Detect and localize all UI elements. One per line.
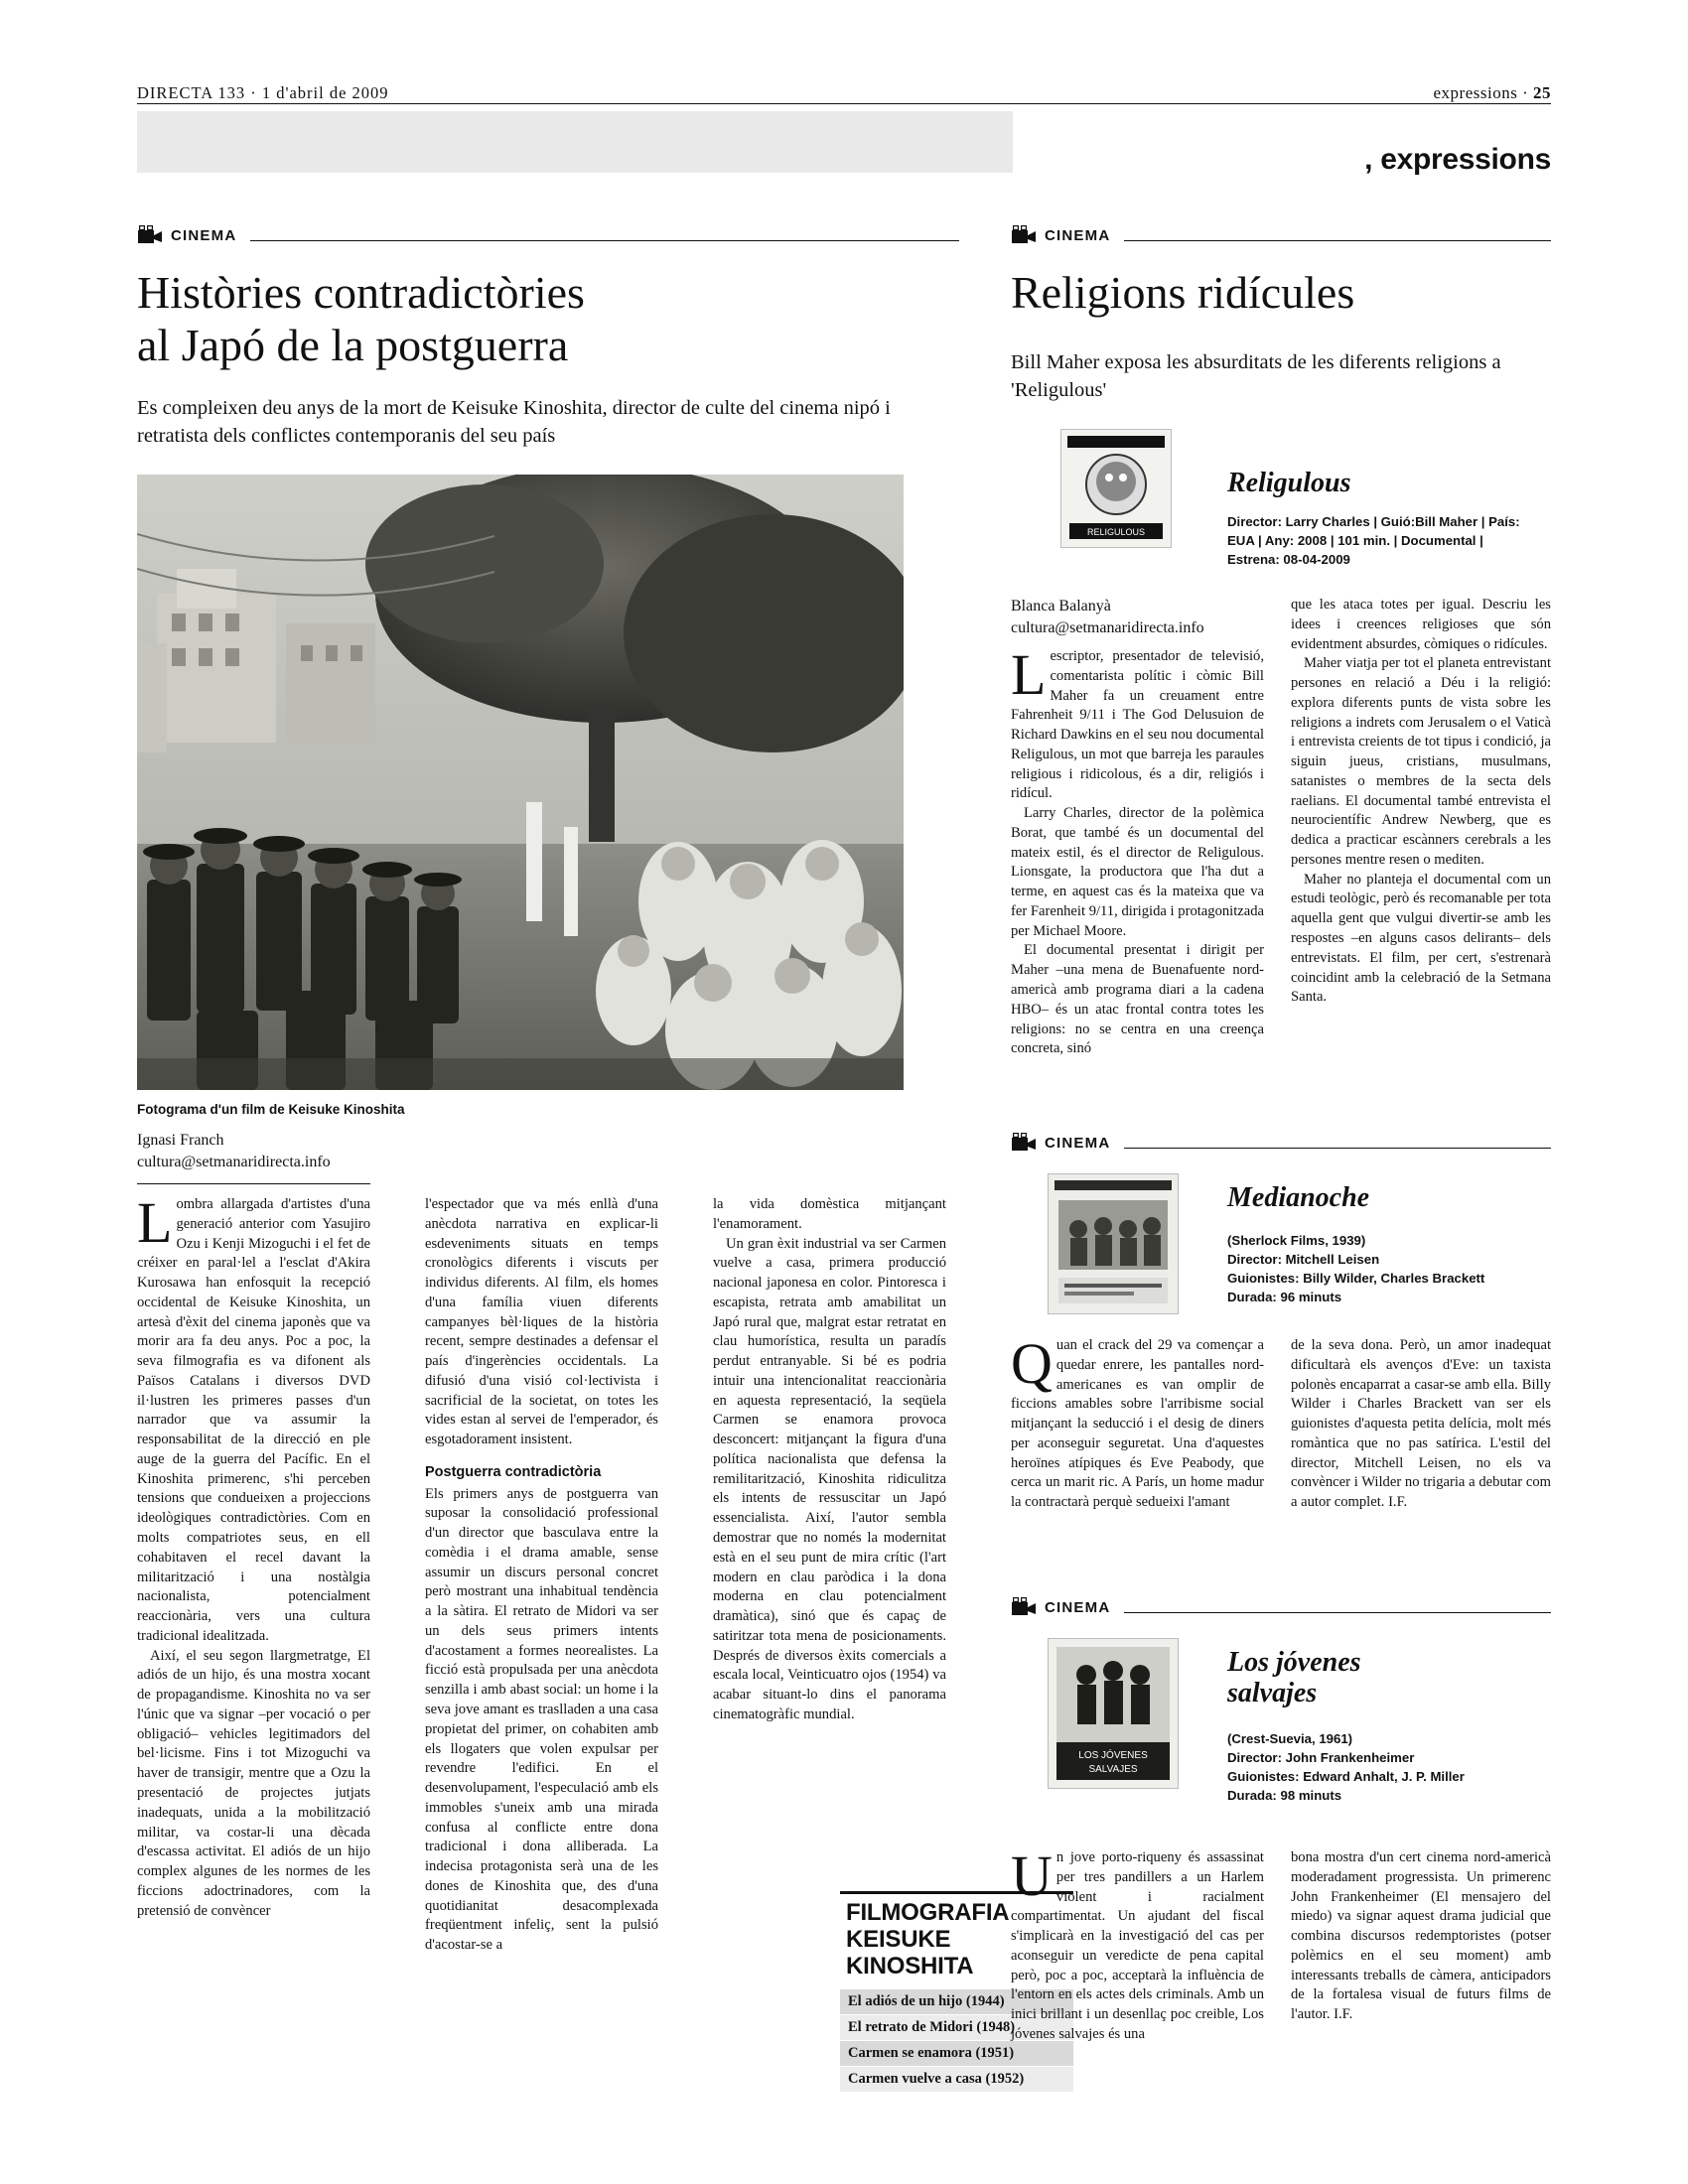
right-col-1 [1011,642,1264,1059]
film-camera-icon [137,224,163,246]
paragraph: l'espectador que va més enllà d'una anècdota narrativa en explicar-li esdeveniments situats en temps cronològics diferents i viscuts per individus diferents. Al film, els homes d'una família viuen diferents campanyes bèl·liques de la història recent, sempre destinades a defensar el país d'ingerències occidentals. La difusió d'una visió col·lectivista i sacrificial de la societat, on totes les vides estan al servei de l'emperador, és esgotadorament insistent. [425,1196,658,1448]
jovenes-meta: (Crest-Suevia, 1961) Director: John Frankenheimer Guionistes: Edward Anhalt, J. P. Miller Durada: 98 minuts [1227,1731,1465,1804]
left-col-2 [425,1195,658,1956]
filmbox-title: FILMOGRAFIA KEISUKE KINOSHITA [846,1899,1010,1979]
left-headline: Històries contradictòries al Japó de la postguerra [137,267,585,371]
dropcap-U: U [1011,1843,1053,1908]
paragraph: que les ataca totes per igual. Descriu les idees i creences religioses que són evidentment absurdes, còmiques o ridícules. [1291,597,1551,652]
right-headline: Religions ridícules [1011,267,1355,318]
poster-image [1061,430,1171,547]
medianoche-poster [1048,1173,1179,1314]
page-number: 25 [1533,83,1551,102]
svg-text:LOS JÓVENES: LOS JÓVENES [1078,1750,1148,1761]
right-byline [1011,596,1259,638]
list-item: Carmen vuelve a casa (1952) [840,2066,1073,2092]
kicker-rule [1124,240,1551,241]
paragraph: Larry Charles, director de la polèmica Borat, que també és un documental del mateix estil, és el director de Religulous. Lionsgate, la productora que l'ha dut a terme, en aquest cas és la mateixa que va fer Farenheit 9/11, dirigida i protagonitzada per Michael Moore. [1011,805,1264,939]
poster-image [1049,1639,1178,1788]
left-byline [137,1130,365,1172]
masthead-rule [137,103,1551,104]
dropcap-Q: Q [1011,1331,1053,1396]
kicker-cinema-left [137,224,959,246]
kicker-label: CINEMA [1045,226,1111,244]
paragraph: Quan el crack del 29 va començar a quedar enrere, les pantalles nord-americanes es van omplir de ficcions amables sobre l'arribisme social mitjançant la seducció i el desig de diners per aconseguir seguretat. Una d'aquestes heroïnes atípiques és Eve Peabody, que cerca un marit ric. A París, un home madur la contractarà perquè sedueixi l'amant [1011,1331,1264,1511]
kicker-cinema-jovenes [1011,1596,1551,1618]
paragraph: bona mostra d'un cert cinema nord-americà moderadament progressista. Un primerenc John Frankenheimer (El mensajero del miedo) va signar aquest drama judicial que combina discursos redemptoristes (potser polèmics en el seu moment) amb interessants treballs de càmera, anticipadors de la fortalesa visual de futurs films de l'autor. I.F. [1291,1849,1551,2023]
masthead [137,83,1551,103]
medianoche-meta: (Sherlock Films, 1939) Director: Mitchell Leisen Guionistes: Billy Wilder, Charles Brackett Durada: 96 minuts [1227,1233,1485,1305]
byline-author: Ignasi Franch [137,1132,224,1149]
byline-email[interactable]: cultura@setmanaridirecta.info [137,1153,331,1170]
medianoche-title: Medianoche [1227,1182,1370,1213]
film-camera-icon [1011,1596,1037,1618]
kicker-rule [1124,1148,1551,1149]
poster-image [1049,1174,1178,1313]
list-item: Carmen se enamora (1951) [840,2040,1073,2066]
kicker-label: CINEMA [171,226,237,244]
masthead-section: expressions · 25 [1433,83,1551,102]
jovenes-col-2 [1291,1848,1551,2025]
medianoche-col-1 [1011,1331,1264,1513]
section-banner-title: , expressions [1364,143,1551,176]
jovenes-poster [1048,1638,1179,1789]
paragraph: Un gran èxit industrial va ser Carmen vuelve a casa, primera producció nacional japonesa en color. Pintoresca i escapista, retrata amb amabilitat un Japó rural que, malgrat estar retratat en clau humorística, resulta un paradís perdut entranyable. Si bé es podria intuir una intencionalitat reaccionària en aquesta representació, la seqüela Carmen se enamora provoca desconcert: mitjançant la figura d'una política nacionalista que defensa la remilitarització, Kinoshita ridiculitza els intents de ressuscitar un Japó essencialista. Així, l'autor sembla demostrar que no només la modernitat està en el seu punt de mira crític (l'art modern en clau paròdica i la dona moderna en clau potencialment dramàtica), sinó que és capaç de satiritzar tota mena de posicionaments. Després de diversos èxits comercials a escala local, Veinticuatro ojos (1954) va acabar situant-lo dins el panorama cinematogràfic mundial. [713,1235,946,1722]
kicker-rule [1124,1612,1551,1613]
religulous-meta: Director: Larry Charles | Guió:Bill Maher | País: EUA | Any: 2008 | 101 min. | Documental | Estrena: 08-04-2009 [1227,514,1520,568]
svg-text:SALVAJES: SALVAJES [1088,1764,1138,1775]
paragraph: Així, el seu segon llargmetratge, El adiós de un hijo, és una mostra xocant de propagandisme. Kinoshita no va ser l'únic que va signar –per vocació o per obligació– vehicles legitimadors del bel·licisme. Fins i tot Mizoguchi va haver de transigir, mentre que a Ozu la presentació de projectes jutjats inadequats, unida a la mobilització militar, va costar-li una dècada d'escassa activitat. El adiós de un hijo complex algunes de les normes de les ficcions adoctrinadores, com la pretensió de convèncer [137,1647,370,1919]
paragraph: Els primers anys de postguerra van suposar la consolidació professional d'un director que basculava entre la comèdia i el drama amable, sense assumir un discurs personal concret però mostrant una inhabitual tendència a la sàtira. El retrato de Midori va ser un dels seus primers intents d'acostament a formes neorealistes. La ficció està propulsada per una anècdota senzilla i amb abast social: un home i la seva jove amant es traslladen a una casa propietat del primer, on cohabiten amb els llogaters que volen expulsar per revendre l'edifici. En el desenvolupament, l'especulació amb els immobles s'uneix amb una mirada confusa al conflicte entre dona tradicional i dona alliberada. La indecisa protagonista serà una de les dones de Kinoshita que, des d'una quotidianitat desacomplexada freqüentment infeliç, sent la pulsió d'acostar-se a [425,1485,658,1954]
left-col-3 [713,1195,946,1725]
paragraph: Maher viatja per tot el planeta entrevistant persones en relació a Déu i la religió: explora diferents punts de vista sobre les religions a indrets com Jerusalem o el Vaticà i entrevista creients de tot tipus i condició, ja siguin jueus, cristians, musulmans, satanistes o membres de la secta dels raelians. El documental també entrevista el neurocientífic Andrew Newberg, que es dedica a practicar escànners cerebrals a les persones mentre resen o mediten. [1291,655,1551,868]
dropcap-L: L [1011,642,1047,707]
kicker-label: CINEMA [1045,1598,1111,1616]
film-camera-icon [1011,224,1037,246]
kicker-cinema-religulous [1011,224,1551,246]
byline-author: Blanca Balanyà [1011,598,1111,614]
paragraph: Lombra allargada d'artistes d'una generació anterior com Yasujiro Ozu i Kenji Mizoguchi i el fet de créixer en paral·lel a l'esclat d'Akira Kurosawa han enfosquit la recepció occidental de Keisuke Kinoshita, un artesà d'èxit del cinema japonès que va morir ara fa deu anys. Poc a poc, la seva filmografia es va difonent als Països Catalans i diversos DVD il·lustren les primeres passes d'un narrador que va assumir la responsabilitat de la direcció en ple auge de la guerra del Pacífic. En el Kinoshita primerenc, s'hi perceben tensions que condueixen a projeccions ideològiques contradictòries. Com en molts compatriotes seus, en ell cohabitaven el recel davant la militarització i una nostàlgia nacionalista, potencialment reaccionària, vers una cultura tradicional idealitzada. [137,1190,370,1644]
left-standfirst: Es compleixen deu anys de la mort de Keisuke Kinoshita, director de culte del cinema nipó i retratista dels conflictes contemporanis del seu país [137,397,891,447]
subheading: Postguerra contradictòria [425,1463,602,1480]
left-byline-rule [137,1183,370,1184]
byline-email[interactable]: cultura@setmanaridirecta.info [1011,618,1204,636]
paragraph: Lescriptor, presentador de televisió, comentarista polític i còmic Bill Maher fa un creuament entre Fahrenheit 9/11 i The God Delusuion de Richard Dawkins en el seu nou documental Religulous, un mot que barreja les paraules religious i ridicolous, és a dir, religiós i ridícul. [1011,642,1264,802]
medianoche-col-2 [1291,1336,1551,1513]
paragraph: la vida domèstica mitjançant l'enamorament. [713,1196,946,1232]
list-item: El retrato de Midori (1948) [840,2014,1073,2040]
left-col-1 [137,1190,370,1921]
photo-image [137,475,904,1090]
kicker-rule [250,240,959,241]
photo-caption: Fotograma d'un film de Keisuke Kinoshita [137,1102,405,1117]
paragraph: El documental presentat i dirigit per Maher –una mena de Buenafuente nord-americà amb programa diari a la cadena HBO– és un atac frontal contra totes les religions: no se centra en una creença concreta, sinó [1011,942,1264,1057]
paragraph: Un jove porto-riqueny és assassinat per tres pandillers a un Harlem violent i racialment compartimentat. Un ajudant del fiscal s'implicarà en la investigació del cas per aconseguir un veredicte de pena capital però, poc a poc, acceptarà la influència de l'entorn en els actes dels criminals. Amb un inici brillant i un desenllaç poc creible, Los jóvenes salvajes és una [1011,1843,1264,2042]
paragraph: de la seva dona. Però, un amor inadequat dificultarà els avenços d'Eve: un taxista polonès encaparrat a casar-se amb ella. Billy Wilder i Charles Brackett van ser els guionistes d'aquesta petita delícia, molt més romàntica que no pas satírica. L'estil del director, Mitchell Leisen, no els va convèncer i Wilder no trigaria a debutar com a autor complet. I.F. [1291,1337,1551,1511]
religulous-poster [1060,429,1172,548]
dropcap-L: L [137,1190,173,1255]
right-standfirst: Bill Maher exposa les absurditats de les diferents religions a 'Religulous' [1011,351,1501,401]
kicker-cinema-medianoche [1011,1132,1551,1154]
jovenes-title: Los jóvenes salvajes [1227,1647,1361,1708]
article-photo [137,475,904,1090]
jovenes-col-1 [1011,1843,1264,2045]
film-camera-icon [1011,1132,1037,1154]
svg-text:RELIGULOUS: RELIGULOUS [1086,527,1146,537]
list-item: El adiós de un hijo (1944) [840,1988,1073,2014]
masthead-issue: DIRECTA 133 · 1 d'abril de 2009 [137,83,389,102]
religulous-title: Religulous [1227,468,1351,498]
kicker-label: CINEMA [1045,1134,1111,1152]
paragraph: Maher no planteja el documental com un estudi teològic, però és recomanable per tota aquella gent que vulgui divertir-se amb les respostes –en alguns casos delirants– dels entrevistats. El film, per cert, s'estrenarà coincidint amb la celebració de la Setmana Santa. [1291,871,1551,1006]
right-col-2 [1291,596,1551,1008]
